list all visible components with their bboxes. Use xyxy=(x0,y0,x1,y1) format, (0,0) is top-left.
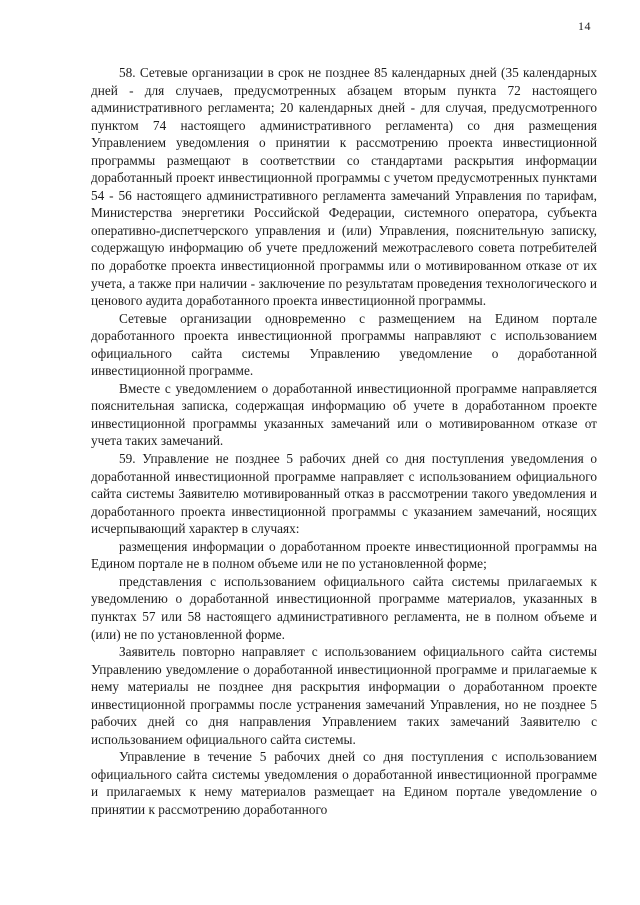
paragraph-case-submission: представления с использованием официального сайта системы прилагаемых к уведомлению о доработанной инвестиционной программе материалов, указанных в пунктах 57 или 58 настоящего административного регламента, не в полном объеме и (или) не по установленной форме. xyxy=(91,573,597,642)
paragraph-acceptance: Управление в течение 5 рабочих дней со дня поступления с использованием официального сайта системы уведомления о доработанной инвестиционной программе и прилагаемых к нему материалов размещает на Едином портале уведомление о принятии к рассмотрению доработанного xyxy=(91,749,597,817)
paragraph-case-placement: размещения информации о доработанном проекте инвестиционной программы на Едином портале не в полном объеме или не по установленной форме; xyxy=(91,538,597,572)
paragraph-59: 59. Управление не позднее 5 рабочих дней со дня поступления уведомления о доработанной инвестиционной программе направляет с использованием официального сайта системы Заявителю мотивированный отказ в рассмотрении такого уведомления и доработанного проекта инвестиционной программы с указанием замечаний, носящих исчерпывающий характер в случаях: xyxy=(91,451,597,537)
paragraph-58: 58. Сетевые организации в срок не позднее 85 календарных дней (35 календарных дней - для случаев, предусмотренных абзацем вторым пункта 72 настоящего административного регламента; 20 календарных дней - для случая, предусмотренного пунктом 74 настоящего административного регламента) со дня размещения Управлением уведомления о принятии к рассмотрению проекта инвестиционной программы размещают в соответствии со стандартами раскрытия информации доработанный проект инвестиционной программы с учетом предусмотренных пунктами 54 - 56 настоящего административного регламента замечаний Управления по тарифам, Министерства энергетики Российской Федерации, системного оператора, субъекта оперативно-диспетчерского управления и (или) Управления, пояснительную записку, содержащую информацию об учете предложений межотраслевого совета потребителей по доработке проекта инвестиционной программы или о мотивированном отказе от их учета, а также при наличии - заключение по результатам проведения технологического и ценового аудита доработанного проекта инвестиционной программы. xyxy=(91,65,597,309)
page-number: 14 xyxy=(578,19,591,33)
paragraph-portal-placement: Сетевые организации одновременно с размещением на Едином портале доработанного проекта инвестиционной программы направляют с использованием официального сайта системы Управлению уведомление о доработанной инвестиционной программе. xyxy=(91,310,597,379)
paragraph-resubmission: Заявитель повторно направляет с использованием официального сайта системы Управлению уведомление о доработанной инвестиционной программе и прилагаемые к нему материалы не позднее дня раскрытия информации о доработанном проекте инвестиционной программы после устранения замечаний Управления, но не позднее 5 рабочих дней со дня направления Управлением таких замечаний Заявителю с использованием официального сайта системы. xyxy=(91,644,597,747)
document-body xyxy=(91,64,597,819)
paragraph-explanatory-note: Вместе с уведомлением о доработанной инвестиционной программе направляется пояснительная записка, содержащая информацию об учете в доработанном проекте инвестиционной программы указанных замечаний или о мотивированном отказе от учета таких замечаний. xyxy=(91,380,597,449)
